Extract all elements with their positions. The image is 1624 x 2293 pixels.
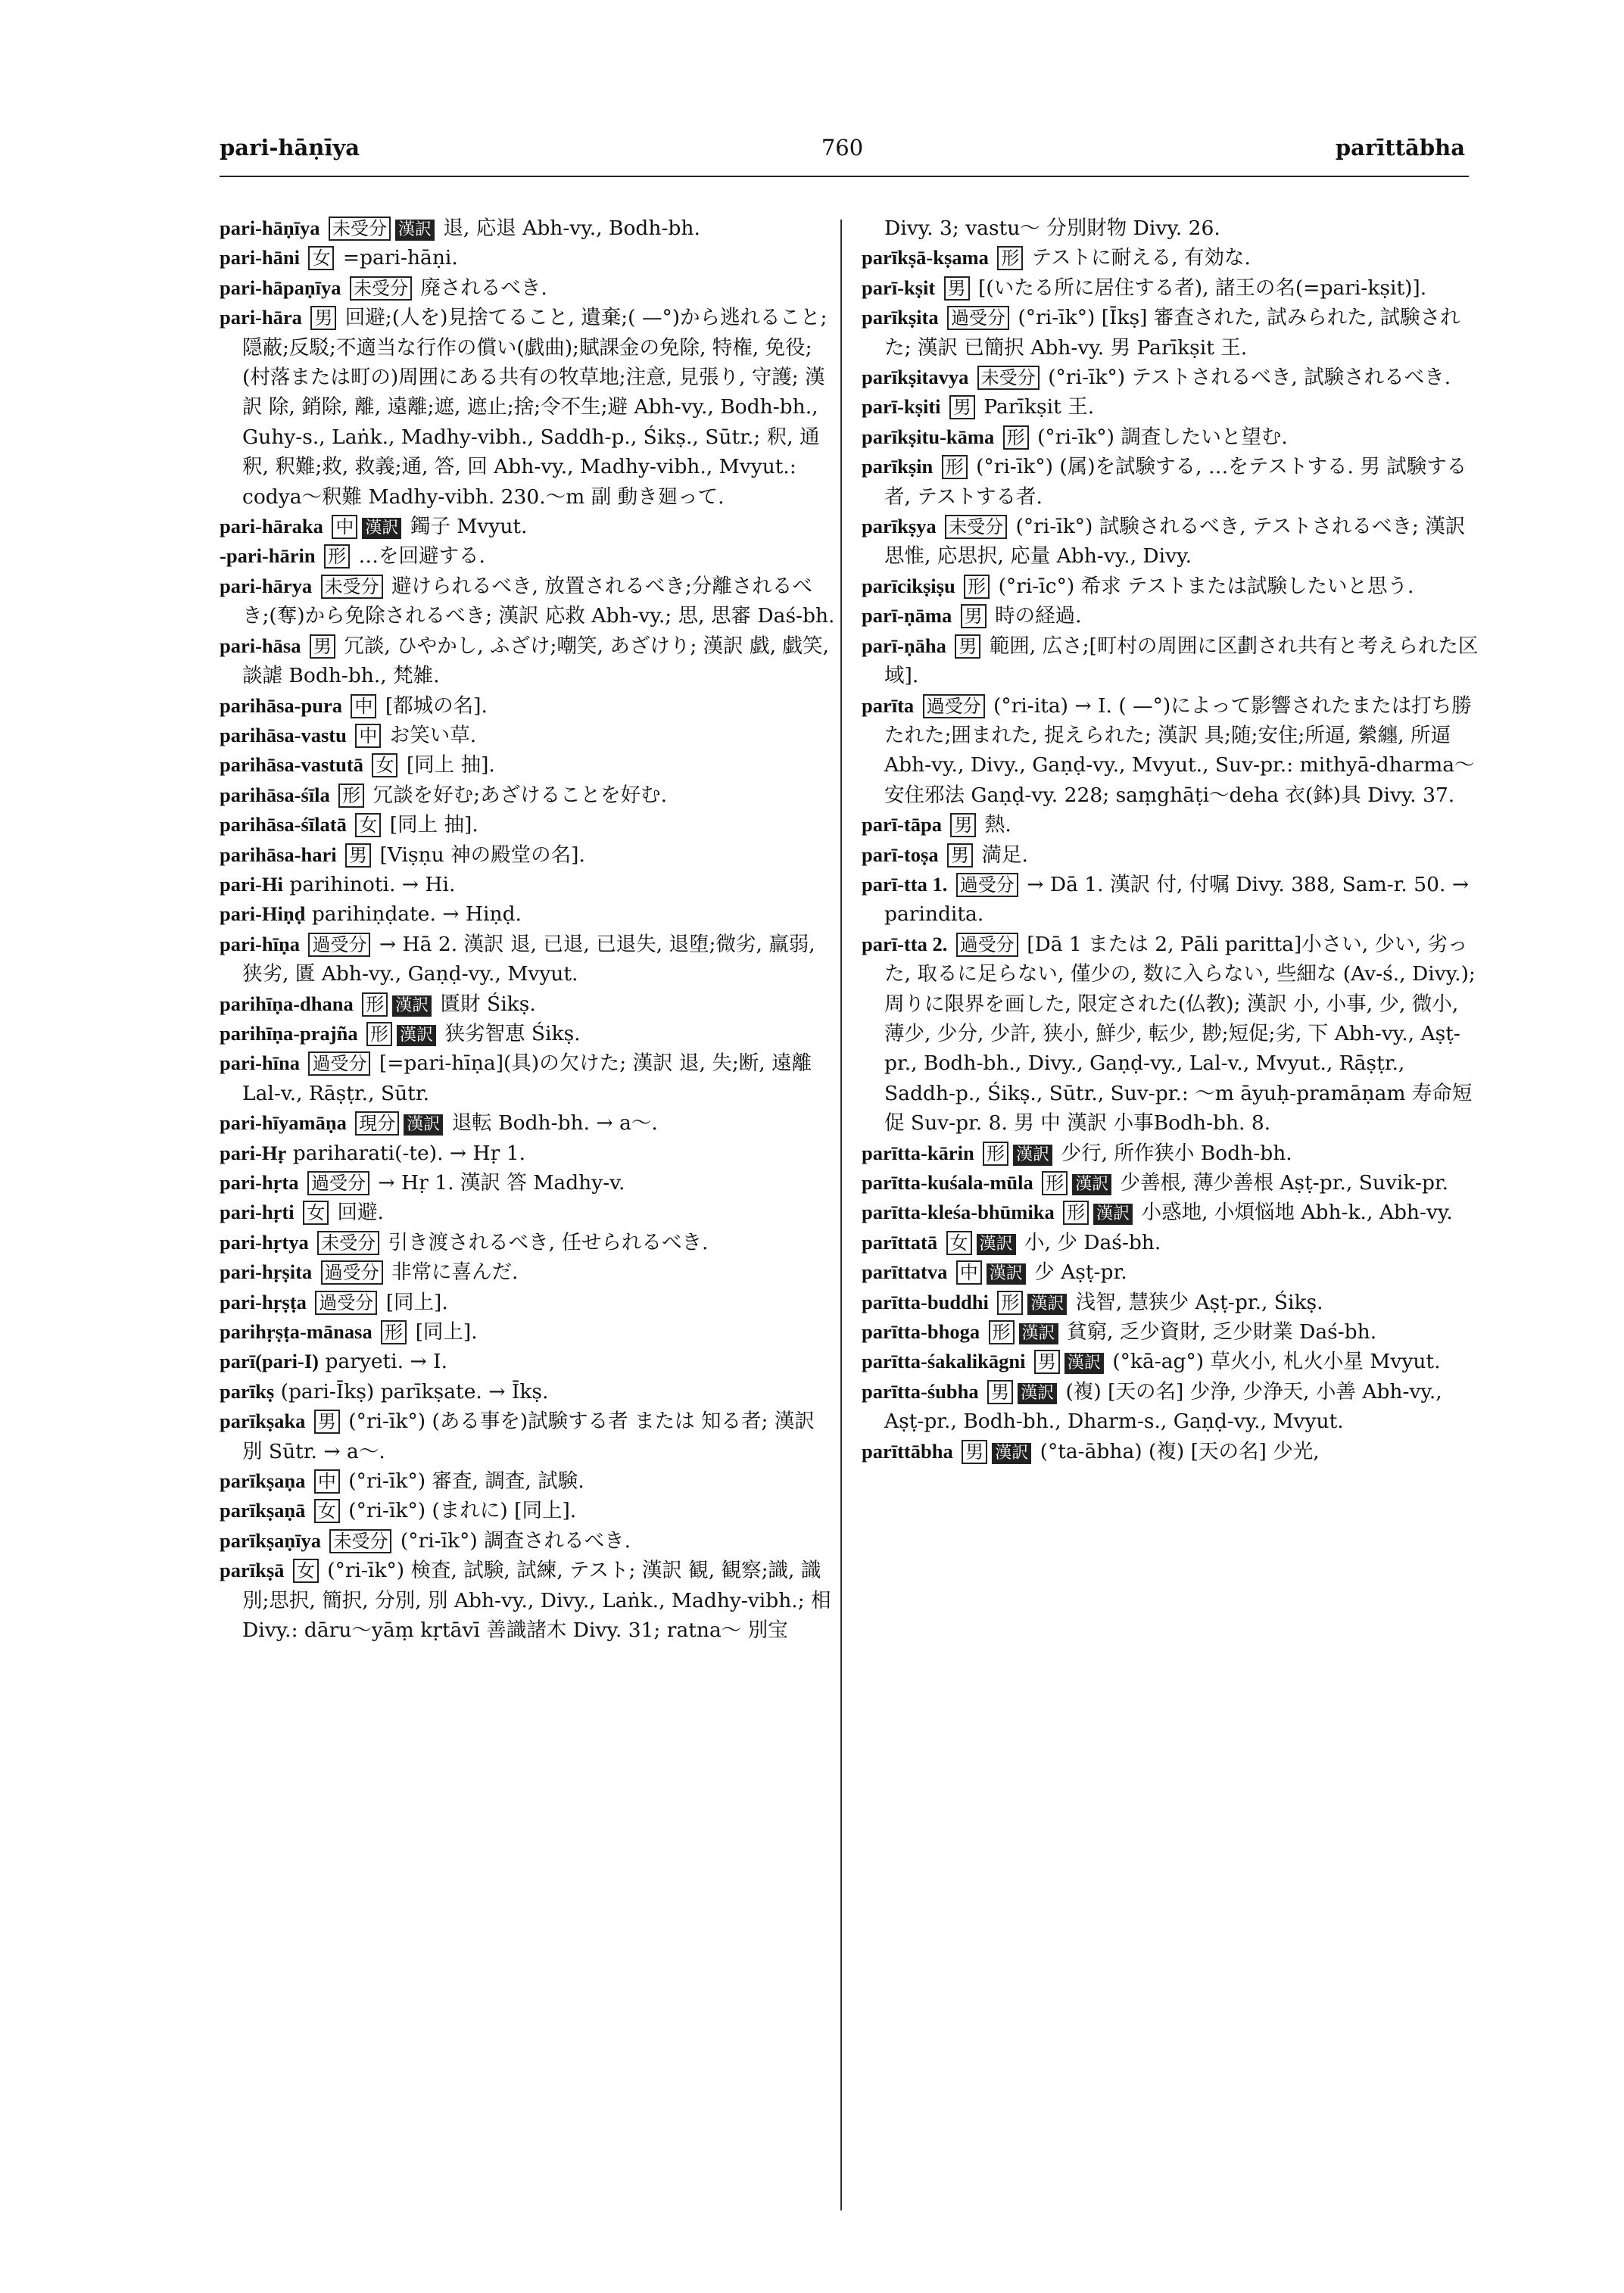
entry-headword: parihīṇa-prajña xyxy=(220,1021,358,1045)
entry-definition: 狭劣智恵 Śikṣ. xyxy=(438,1021,581,1045)
dictionary-entry xyxy=(220,1139,837,1168)
entry-definition: paryeti. → I. xyxy=(325,1350,448,1374)
entry-headword: parīttābha xyxy=(862,1439,953,1463)
entry-headword: pari-hṛṣṭa xyxy=(220,1290,307,1313)
grammar-label: 男 xyxy=(949,395,975,419)
entry-definition: (°ri-ita) → I. ( —°)によって影響されたまたは打ち勝たれた;囲まれた, 捉えられた; 漢訳 具;随;安住;所逼, 縈纏, 所逼 Abh-vy., Divy., Gaṇḍ-vy., Mvyut., Suv-pr.: mithyā-dharma～ 安住邪法 Gaṇḍ-vy. 228; saṃghāṭi～deha 衣(鉢)具 Divy. 37. xyxy=(884,693,1475,807)
entry-headword: parīkṣā xyxy=(220,1559,285,1582)
dictionary-entry xyxy=(220,1317,837,1347)
entry-definition: (°ri-īk°) (属)を試験する, …をテストする. 男 試験する者, テストする者. xyxy=(884,455,1467,509)
grammar-label: 未受分 xyxy=(317,1231,379,1255)
translation-tag: 漢訳 xyxy=(977,1234,1016,1255)
entry-definition: Parīkṣit 王. xyxy=(977,395,1095,419)
entry-definition: [同上]. xyxy=(379,1290,448,1314)
entry-headword: parītta-śubha xyxy=(862,1379,979,1403)
entry-definition: parihinoti. → Hi. xyxy=(289,872,456,896)
dictionary-entry xyxy=(220,303,837,512)
entry-headword: parītta-śakalikāgni xyxy=(862,1350,1026,1373)
entry-definition: (°ri-īk°) 検査, 試験, 試練, テスト; 漢訳 観, 観察;識, 識別;思択, 簡択, 分別, 別 Abh-vy., Divy., Laṅk., Madhy-vibh.; 相 Divy.: dāru～yāṃ kṛtāvī 善識諸木 Divy. 31; ratna～ 別宝 xyxy=(242,1559,831,1643)
entry-headword: parīkṣā-kṣama xyxy=(862,246,989,269)
entry-definition: 少善根, 薄少善根 Aṣṭ-pr., Suvik-pr. xyxy=(1114,1171,1449,1195)
entry-definition: [Viṣṇu 神の殿堂の名]. xyxy=(373,843,585,867)
grammar-label: 男 xyxy=(1034,1350,1060,1374)
grammar-label: 未受分 xyxy=(329,1529,391,1553)
grammar-label: 中 xyxy=(355,724,381,748)
entry-headword: pari-hīna xyxy=(220,1051,301,1075)
entry-headword: pari-hṛtya xyxy=(220,1230,309,1254)
dictionary-entry xyxy=(220,1377,837,1407)
entry-definition: テストに耐える, 有効な. xyxy=(1025,246,1251,270)
entry-definition: 少 Aṣṭ-pr. xyxy=(1027,1260,1127,1285)
grammar-label: 形 xyxy=(324,544,350,569)
entry-headword: parīkṣaṇa xyxy=(220,1469,306,1493)
entry-headword: parīkṣitavya xyxy=(862,366,969,389)
dictionary-entry xyxy=(220,1556,837,1645)
entry-definition: (複) [天の名] 少浄, 少浄天, 小善 Abh-vy., Aṣṭ-pr., Bodh-bh., Dharm-s., Gaṇḍ-vy., Mvyut. xyxy=(884,1379,1442,1434)
entry-definition: 熱. xyxy=(978,813,1011,837)
dictionary-entry xyxy=(220,1019,837,1048)
entry-headword: parīkṣita xyxy=(862,306,939,329)
dictionary-entry xyxy=(220,1228,837,1257)
grammar-label: 男 xyxy=(944,276,970,301)
grammar-label: 過受分 xyxy=(947,306,1009,330)
entry-headword: parītta-kārin xyxy=(862,1141,974,1164)
entry-definition: 浅智, 慧狭少 Aṣṭ-pr., Śikṣ. xyxy=(1069,1290,1323,1314)
entry-definition: (°ri-īk°) (ある事を)試験する者 または 知る者; 漢訳 別 Sūtr. → a～. xyxy=(242,1410,815,1463)
dictionary-entry xyxy=(862,1377,1479,1437)
entry-headword: pari-hīyamāṇa xyxy=(220,1111,347,1135)
entry-headword: parīta xyxy=(862,693,915,717)
dictionary-entry xyxy=(862,1198,1479,1227)
dictionary-entry xyxy=(220,1257,837,1287)
grammar-label: 女 xyxy=(314,1499,340,1523)
dictionary-entry xyxy=(862,631,1479,691)
grammar-label: 形 xyxy=(1063,1201,1089,1225)
dictionary-entry xyxy=(220,273,837,303)
dictionary-entry xyxy=(220,840,837,870)
grammar-label: 男 xyxy=(955,634,980,659)
entry-definition: (°ri-īk°) [Īkṣ] 審査された, 試みられた, 試験された; 漢訳 已簡択 Abh-vy. 男 Parīkṣit 王. xyxy=(884,306,1460,360)
dictionary-entry xyxy=(862,243,1479,273)
entry-definition: parihiṇḍate. → Hiṇḍ. xyxy=(311,902,522,927)
dictionary-entry xyxy=(862,691,1479,811)
entry-headword: parihāsa-vastu xyxy=(220,723,347,746)
grammar-label: 過受分 xyxy=(956,933,1018,957)
dictionary-entry xyxy=(220,1496,837,1525)
entry-definition: → Hā 2. 漢訳 退, 已退, 已退失, 退堕;微劣, 羸弱, 狭劣, 匱 Abh-vy., Gaṇḍ-vy., Mvyut. xyxy=(242,932,815,986)
entry-definition: 冗談を好む;あざけることを好む. xyxy=(366,783,667,807)
entry-headword: pari-Hi xyxy=(220,872,283,896)
entry-headword: pari-hāpaṇīya xyxy=(220,276,341,299)
translation-tag: 漢訳 xyxy=(1019,1323,1058,1344)
entry-definition: → Dā 1. 漢訳 付, 付嘱 Divy. 388, Sam-r. 50. → parindita. xyxy=(884,872,1470,927)
entry-definition: =pari-hāṇi. xyxy=(336,246,458,270)
left-column xyxy=(220,213,837,1646)
entry-headword: parīttatā xyxy=(862,1230,938,1254)
dictionary-entry xyxy=(220,243,837,273)
dictionary-entry xyxy=(220,810,837,840)
grammar-label: 女 xyxy=(355,813,381,837)
grammar-label: 形 xyxy=(997,246,1023,270)
entry-headword: parīttatva xyxy=(862,1260,948,1284)
entry-headword: pari-hāṇīya xyxy=(220,217,320,239)
dictionary-entry xyxy=(220,870,837,899)
entry-definition: 引き渡されるべき, 任せられるべき. xyxy=(382,1230,709,1254)
entry-definition: (°ri-īk°) 調査したいと望む. xyxy=(1030,425,1288,449)
entry-headword: parī-tāpa xyxy=(862,813,942,837)
dictionary-entry xyxy=(862,213,1479,243)
entry-definition: 小, 少 Daś-bh. xyxy=(1018,1230,1161,1254)
dictionary-entry xyxy=(220,1198,837,1227)
entry-headword: parī-ṇāma xyxy=(862,604,952,628)
entry-definition: 非常に喜んだ. xyxy=(385,1260,519,1285)
dictionary-entry xyxy=(862,392,1479,422)
dictionary-entry xyxy=(862,1317,1479,1347)
grammar-label: 中 xyxy=(332,515,357,539)
entry-definition: (°ri-īk°) 審査, 調査, 試験. xyxy=(341,1469,584,1494)
grammar-label: 過受分 xyxy=(308,1051,370,1076)
grammar-label: 形 xyxy=(997,1291,1023,1315)
entry-headword: parītta-buddhi xyxy=(862,1290,989,1313)
grammar-label: 過受分 xyxy=(315,1291,377,1315)
entry-headword: pari-hāsa xyxy=(220,634,301,657)
entry-definition: Divy. 3; vastu～ 分別財物 Divy. 26. xyxy=(884,217,1220,240)
dictionary-entry xyxy=(220,930,837,989)
grammar-label: 未受分 xyxy=(321,575,383,599)
dictionary-entry xyxy=(862,572,1479,601)
grammar-label: 形 xyxy=(1042,1171,1068,1195)
translation-tag: 漢訳 xyxy=(1013,1145,1052,1166)
dictionary-entry xyxy=(220,1168,837,1198)
entry-headword: parīkṣya xyxy=(862,515,937,538)
grammar-label: 形 xyxy=(983,1142,1008,1166)
dictionary-entry xyxy=(862,930,1479,1139)
entry-headword: parī-ṇāha xyxy=(862,634,946,657)
translation-tag: 漢訳 xyxy=(392,995,432,1017)
entry-definition: (°kā-ag°) 草火小, 札火小星 Mvyut. xyxy=(1105,1350,1441,1374)
dictionary-entry xyxy=(862,1168,1479,1198)
entry-definition: 満足. xyxy=(975,843,1028,867)
dictionary-entry xyxy=(862,870,1479,930)
translation-tag: 漢訳 xyxy=(404,1114,443,1136)
entry-headword: pari-Hiṇḍ xyxy=(220,902,306,926)
entry-headword: parihāsa-śīlatā xyxy=(220,813,347,837)
grammar-label: 形 xyxy=(366,1022,392,1046)
entry-headword: parītta-kleśa-bhūmika xyxy=(862,1201,1055,1224)
entry-definition: [同上]. xyxy=(409,1320,478,1344)
entry-headword: parihīṇa-dhana xyxy=(220,992,354,1015)
grammar-label: 形 xyxy=(381,1320,407,1344)
entry-headword: pari-hṛṣita xyxy=(220,1260,313,1284)
running-head-left: pari-hāṇīya xyxy=(220,135,360,160)
grammar-label: 男 xyxy=(950,813,976,837)
dictionary-entry xyxy=(862,273,1479,303)
dictionary-entry xyxy=(862,1288,1479,1317)
grammar-label: 男 xyxy=(310,634,335,659)
grammar-label: 中 xyxy=(314,1469,340,1494)
grammar-label: 男 xyxy=(345,843,371,868)
grammar-label: 女 xyxy=(293,1559,319,1583)
entry-definition: (°ri-īk°) (まれに) [同上]. xyxy=(341,1499,577,1523)
entry-headword: parihāsa-hari xyxy=(220,843,337,866)
dictionary-entry xyxy=(862,1228,1479,1257)
grammar-label: 未受分 xyxy=(945,515,1007,539)
translation-tag: 漢訳 xyxy=(1093,1204,1133,1225)
running-head-right: parīttābha xyxy=(1335,135,1465,160)
entry-definition: [同上 抽]. xyxy=(400,753,495,777)
translation-tag: 漢訳 xyxy=(1018,1383,1057,1404)
entry-headword: parīkṣitu-kāma xyxy=(862,425,995,448)
dictionary-entry xyxy=(220,1466,837,1496)
grammar-label: 形 xyxy=(942,455,968,479)
dictionary-entry xyxy=(220,1108,837,1138)
entry-definition: [(いたる所に居住する者), 諸王の名(=pari-kṣit)]. xyxy=(971,276,1427,300)
entry-headword: parī-toṣa xyxy=(862,843,939,866)
dictionary-entry xyxy=(220,780,837,810)
grammar-label: 形 xyxy=(964,575,990,599)
entry-headword: pari-hāraka xyxy=(220,515,323,538)
entry-headword: parītta-kuśala-mūla xyxy=(862,1171,1033,1194)
entry-definition: 時の経過. xyxy=(988,604,1082,628)
entry-headword: parīkṣ xyxy=(220,1379,275,1403)
entry-headword: parīcikṣiṣu xyxy=(862,574,955,597)
entry-headword: pari-hāni xyxy=(220,246,301,269)
dictionary-entry xyxy=(862,512,1479,572)
entry-headword: parihāsa-pura xyxy=(220,693,342,717)
dictionary-entry xyxy=(220,750,837,780)
dictionary-entry xyxy=(862,303,1479,363)
column-divider xyxy=(840,220,842,2210)
grammar-label: 男 xyxy=(962,1440,987,1464)
dictionary-entry xyxy=(220,691,837,721)
grammar-label: 中 xyxy=(351,694,376,718)
dictionary-entry xyxy=(220,512,837,541)
grammar-label: 女 xyxy=(372,753,397,777)
dictionary-entry xyxy=(220,572,837,631)
entry-headword: parīkṣaka xyxy=(220,1410,306,1433)
entry-headword: parihṛṣṭa-mānasa xyxy=(220,1320,372,1344)
grammar-label: 男 xyxy=(987,1380,1013,1404)
entry-definition: (°ri-īc°) 希求 テストまたは試験したいと思う. xyxy=(992,574,1414,598)
grammar-label: 過受分 xyxy=(308,933,370,957)
dictionary-entry xyxy=(220,631,837,691)
entry-headword: parīkṣaṇīya xyxy=(220,1528,322,1552)
dictionary-entry xyxy=(220,1288,837,1317)
entry-headword: pari-Hṛ xyxy=(220,1141,287,1164)
entry-definition: 範囲, 広さ;[町村の周囲に区劃され共有と考えられた区域]. xyxy=(884,634,1479,688)
translation-tag: 漢訳 xyxy=(992,1443,1031,1464)
entry-headword: pari-hṛti xyxy=(220,1201,295,1224)
page-header xyxy=(220,135,1465,173)
entry-headword: parihāsa-vastutā xyxy=(220,753,363,777)
entry-definition: [Dā 1 または 2, Pāli paritta]小さい, 少い, 劣った, 取るに足らない, 僅少の, 数に入らない, 些細な (Av-ś., Divy.);周りに限界を画した, 限定された(仏教); 漢訳 小, 小事, 少, 微小, 薄少, 少分, 少許, 狭小, 鮮少, 転少, 尠;短促;劣, 下 Abh-vy., Aṣṭ-pr., Bodh-bh., Divy., Gaṇḍ-vy., Lal-v., Mvyut., Rāṣṭr., Saddh-p., Śikṣ., Sūtr., Suv-pr.: ～m āyuḥ-pramāṇam 寿命短促 Suv-pr. 8. 男 中 漢訳 小事Bodh-bh. 8. xyxy=(884,932,1476,1136)
entry-headword: parī-tta 2. xyxy=(862,932,948,955)
grammar-label: 形 xyxy=(1003,425,1029,450)
page-number: 760 xyxy=(821,135,864,160)
translation-tag: 漢訳 xyxy=(397,1025,436,1046)
entry-headword: pari-hīṇa xyxy=(220,932,301,955)
entry-definition: (°ri-īk°) 調査されるべき. xyxy=(394,1528,631,1553)
entry-definition: 回避;(人を)見捨てること, 遺棄;( —°)から逃れること;隠蔽;反駁;不適当な行作の償い(戯曲);賦課金の免除, 特権, 免役;(村落または町の)周囲にある共有の牧草地;注意, 見張り, 守護; 漢訳 除, 銷除, 離, 遠離;遮, 遮止;捨;令不生;避 Abh-vy., Bodh-bh., Guhy-s., Laṅk., Madhy-vibh., Saddh-p., Śikṣ., Sūtr.; 釈, 通釈, 釈難;救, 救義;通, 答, 回 Abh-vy., Madhy-vibh., Mvyut.: codya～釈難 Madhy-vibh. 230.～m 副 動き廻って. xyxy=(242,306,828,509)
translation-tag: 漢訳 xyxy=(1027,1294,1067,1315)
header-rule xyxy=(220,176,1469,177)
dictionary-entry xyxy=(220,989,837,1019)
entry-definition: (°ta-ābha) (複) [天の名] 少光, xyxy=(1033,1439,1320,1463)
entry-headword: parī(pari-I) xyxy=(220,1350,320,1373)
entry-definition: 匱財 Śikṣ. xyxy=(434,992,536,1016)
entry-definition: 小惑地, 小煩悩地 Abh-k., Abh-vy. xyxy=(1135,1201,1453,1225)
dictionary-entry xyxy=(862,363,1479,392)
grammar-label: 形 xyxy=(338,784,364,808)
entry-headword: parī-kṣit xyxy=(862,276,936,299)
translation-tag: 漢訳 xyxy=(987,1263,1026,1285)
dictionary-entry xyxy=(220,1407,837,1466)
entry-headword: parihāsa-śīla xyxy=(220,783,330,806)
dictionary-entry xyxy=(220,1048,837,1108)
grammar-label: 過受分 xyxy=(307,1171,369,1195)
dictionary-entry xyxy=(862,810,1479,840)
translation-tag: 漢訳 xyxy=(362,518,401,539)
entry-definition: 貧窮, 乏少資財, 乏少財業 Daś-bh. xyxy=(1060,1320,1377,1344)
dictionary-entry xyxy=(220,1526,837,1556)
dictionary-entry xyxy=(862,452,1479,512)
grammar-label: 女 xyxy=(946,1231,972,1255)
dictionary-entry xyxy=(220,721,837,750)
entry-definition: 廃されるべき. xyxy=(413,276,547,300)
entry-definition: [都城の名]. xyxy=(379,693,488,718)
entry-definition: 退転 Bodh-bh. → a～. xyxy=(445,1111,658,1136)
grammar-label: 形 xyxy=(362,992,388,1017)
dictionary-entry xyxy=(220,899,837,929)
dictionary-entry xyxy=(220,541,837,571)
entry-definition: 冗談, ひやかし, ふざけ;嘲笑, あざけり; 漢訳 戯, 戯笑, 談謔 Bodh-bh., 梵雑. xyxy=(242,634,829,688)
entry-headword: parīkṣin xyxy=(862,455,934,478)
grammar-label: 形 xyxy=(989,1320,1015,1344)
grammar-label: 未受分 xyxy=(329,217,391,241)
grammar-label: 男 xyxy=(961,604,987,628)
entry-headword: parītta-bhoga xyxy=(862,1320,980,1344)
translation-tag: 漢訳 xyxy=(1072,1174,1111,1195)
translation-tag: 漢訳 xyxy=(1064,1353,1104,1374)
entry-headword: pari-hārya xyxy=(220,574,313,597)
grammar-label: 過受分 xyxy=(923,694,985,718)
dictionary-entry xyxy=(862,840,1479,870)
grammar-label: 男 xyxy=(314,1410,340,1434)
entry-headword: parī-tta 1. xyxy=(862,872,948,896)
dictionary-entry xyxy=(862,422,1479,452)
entry-definition: pariharati(-te). → Hṛ 1. xyxy=(292,1141,526,1165)
dictionary-entry xyxy=(862,1139,1479,1168)
entry-headword: parī-kṣiti xyxy=(862,395,941,419)
grammar-label: 現分 xyxy=(355,1111,399,1136)
dictionary-entry xyxy=(862,1437,1479,1466)
dictionary-entry xyxy=(862,601,1479,631)
entry-headword: pari-hṛta xyxy=(220,1171,299,1194)
translation-tag: 漢訳 xyxy=(395,220,435,241)
entry-headword: pari-hāra xyxy=(220,306,302,329)
entry-definition: (pari-Īkṣ) parīkṣate. → Īkṣ. xyxy=(280,1379,549,1404)
grammar-label: 未受分 xyxy=(350,276,412,301)
dictionary-entry xyxy=(862,1347,1479,1376)
grammar-label: 男 xyxy=(310,306,336,330)
entry-definition: 回避. xyxy=(331,1201,384,1225)
grammar-label: 未受分 xyxy=(977,366,1040,390)
grammar-label: 女 xyxy=(303,1201,329,1225)
entry-definition: 少行, 所作狭小 Bodh-bh. xyxy=(1055,1141,1292,1165)
dictionary-entry xyxy=(220,213,837,243)
entry-definition: (°ri-īk°) 試験されるべき, テストされるべき; 漢訳 思惟, 応思択, 応量 Abh-vy., Divy. xyxy=(884,515,1466,569)
grammar-label: 過受分 xyxy=(956,873,1018,897)
dictionary-entry xyxy=(220,1347,837,1376)
entry-definition: 退, 応退 Abh-vy., Bodh-bh. xyxy=(436,217,700,240)
entry-definition: [同上 抽]. xyxy=(383,813,478,837)
entry-headword: parīkṣaṇā xyxy=(220,1499,306,1522)
entry-headword: -pari-hārin xyxy=(220,544,316,568)
grammar-label: 過受分 xyxy=(321,1260,383,1285)
entry-definition: …を回避する. xyxy=(352,544,485,569)
dictionary-entry xyxy=(862,1257,1479,1287)
right-column xyxy=(862,213,1479,1466)
grammar-label: 男 xyxy=(947,843,973,868)
entry-definition: 鐲子 Mvyut. xyxy=(404,515,528,539)
entry-definition: [=pari-hīṇa](具)の欠けた; 漢訳 退, 失;断, 遠離 Lal-v., Rāṣṭr., Sūtr. xyxy=(242,1051,812,1105)
entry-definition: → Hṛ 1. 漢訳 答 Madhy-v. xyxy=(371,1171,625,1195)
entry-definition: (°ri-īk°) テストされるべき, 試験されるべき. xyxy=(1041,366,1451,390)
grammar-label: 中 xyxy=(956,1260,982,1285)
grammar-label: 女 xyxy=(308,246,334,270)
entry-definition: 避けられるべき, 放置されるべき;分離されるべき;(奪)から免除されるべき; 漢訳 応救 Abh-vy.; 思, 思審 Daś-bh. xyxy=(242,574,835,628)
entry-definition: お笑い草. xyxy=(383,723,477,747)
